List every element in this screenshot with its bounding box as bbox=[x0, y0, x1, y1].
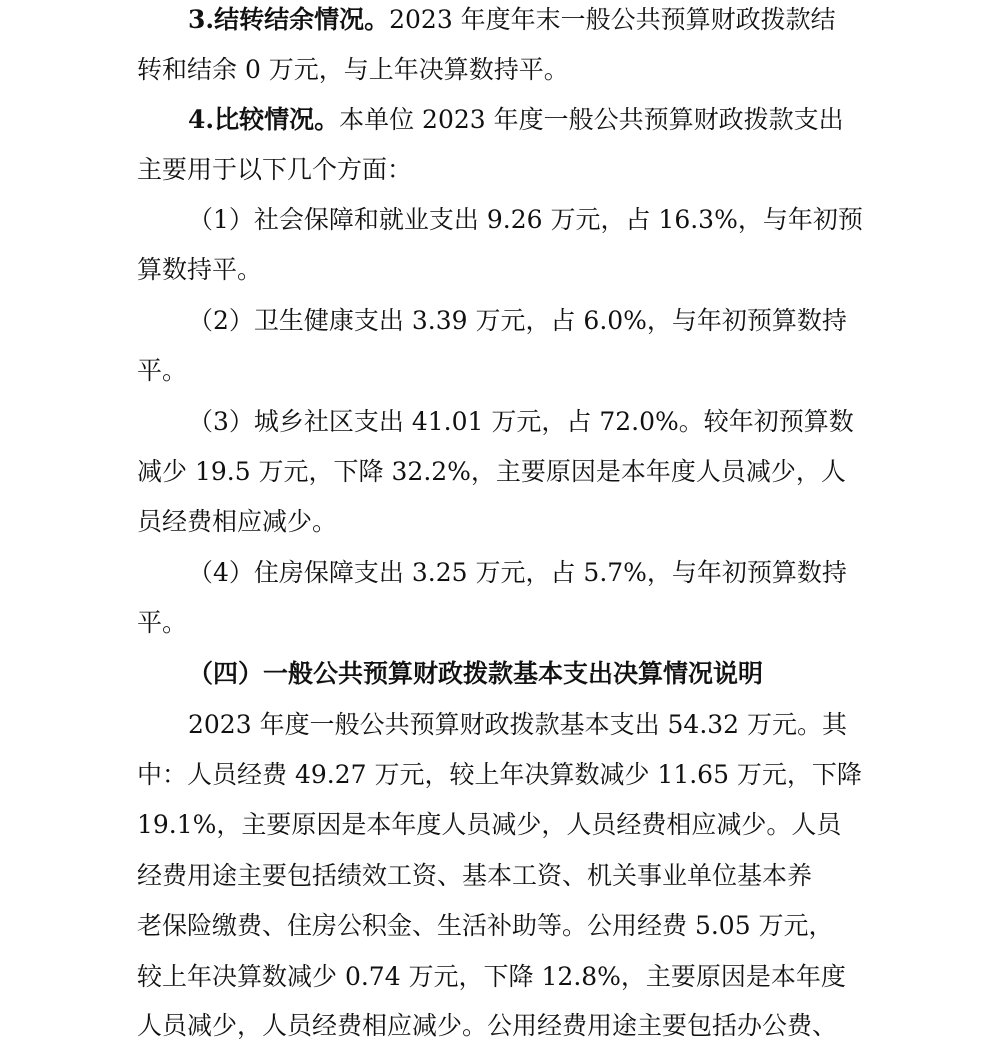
text-line: 中：人员经费 49.27 万元，较上年决算数减少 11.65 万元，下降 bbox=[137, 760, 862, 789]
item4-line-2 bbox=[0, 598, 1000, 648]
text-line: 平。 bbox=[137, 608, 188, 637]
text-line: 减少 19.5 万元，下降 32.2%，主要原因是本年度人员减少，人 bbox=[137, 457, 846, 486]
item3-line-2 bbox=[0, 447, 1000, 497]
item4-line-1 bbox=[0, 548, 1000, 598]
para-carryover-line-1 bbox=[0, 0, 1000, 45]
para-comparison-line-2 bbox=[0, 145, 1000, 195]
heading-carryover: 3.结转结余情况。 bbox=[188, 5, 390, 34]
text-line: 转和结余 0 万元，与上年决算数持平。 bbox=[137, 55, 569, 84]
item1-line-1 bbox=[0, 195, 1000, 245]
text-line: （1）社会保障和就业支出 9.26 万元，占 16.3%，与年初预 bbox=[188, 205, 863, 234]
text-line: 主要用于以下几个方面： bbox=[137, 155, 413, 184]
text-line: 人员减少，人员经费相应减少。公用经费用途主要包括办公费、 bbox=[137, 1011, 838, 1040]
para-comparison-line-1 bbox=[0, 95, 1000, 145]
text-line: 2023 年度年末一般公共预算财政拨款结 bbox=[389, 5, 836, 34]
item3-line-3 bbox=[0, 497, 1000, 547]
basic-line-2 bbox=[0, 750, 1000, 800]
section-heading: （四）一般公共预算财政拨款基本支出决算情况说明 bbox=[188, 659, 764, 688]
text-line: 老保险缴费、住房公积金、生活补助等。公用经费 5.05 万元， bbox=[137, 911, 834, 940]
text-line: 员经费相应减少。 bbox=[137, 507, 338, 536]
item2-line-2 bbox=[0, 346, 1000, 396]
text-line: 平。 bbox=[137, 356, 188, 385]
text-line: 算数持平。 bbox=[137, 255, 263, 284]
item3-line-1 bbox=[0, 397, 1000, 447]
basic-line-6 bbox=[0, 952, 1000, 1002]
text-line: （3）城乡社区支出 41.01 万元，占 72.0%。较年初预算数 bbox=[188, 407, 854, 436]
basic-line-5 bbox=[0, 901, 1000, 951]
text-line: （2）卫生健康支出 3.39 万元，占 6.0%，与年初预算数持 bbox=[188, 306, 847, 335]
section4-heading bbox=[0, 649, 1000, 699]
heading-comparison: 4.比较情况。 bbox=[188, 105, 340, 134]
basic-line-1 bbox=[0, 700, 1000, 750]
text-line: 2023 年度一般公共预算财政拨款基本支出 54.32 万元。其 bbox=[188, 710, 848, 739]
basic-line-4 bbox=[0, 851, 1000, 901]
item1-line-2 bbox=[0, 245, 1000, 295]
text-line: 19.1%，主要原因是本年度人员减少，人员经费相应减少。人员 bbox=[137, 810, 842, 839]
text-line: 经费用途主要包括绩效工资、基本工资、机关事业单位基本养 bbox=[137, 861, 813, 890]
para-carryover-line-2 bbox=[0, 45, 1000, 95]
basic-line-3 bbox=[0, 800, 1000, 850]
text-line: 本单位 2023 年度一般公共预算财政拨款支出 bbox=[339, 105, 844, 134]
item2-line-1 bbox=[0, 296, 1000, 346]
text-line: （4）住房保障支出 3.25 万元，占 5.7%，与年初预算数持 bbox=[188, 558, 847, 587]
text-line: 较上年决算数减少 0.74 万元，下降 12.8%，主要原因是本年度 bbox=[137, 962, 846, 991]
